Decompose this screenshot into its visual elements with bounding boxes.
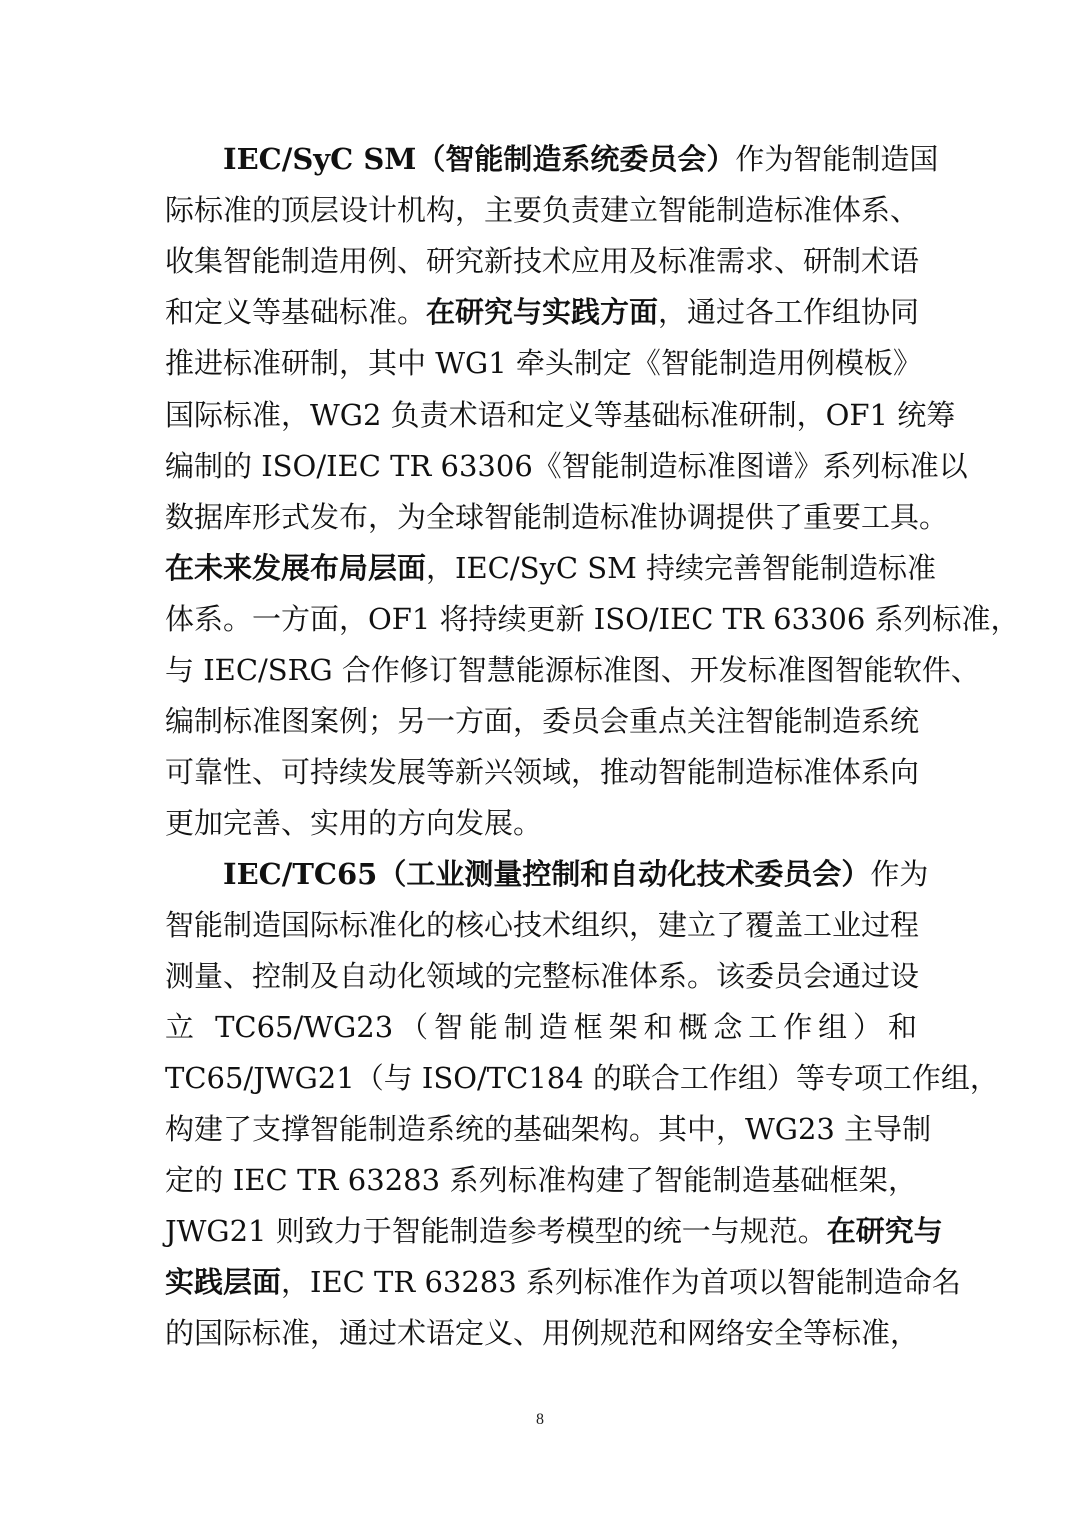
text-span: 编制的 ISO/IEC TR 63306《智能制造标准图谱》系列标准以 (165, 449, 968, 483)
bold-text-span: 在研究与 (826, 1214, 943, 1248)
text-line (165, 1002, 917, 1052)
text-span: 和定义等基础标准。 (165, 295, 427, 329)
text-span: 更加完善、实用的方向发展。 (165, 806, 543, 840)
text-line (165, 696, 920, 746)
text-span: 数据库形式发布，为全球智能制造标准协调提供了重要工具。 (165, 500, 949, 534)
text-line (165, 287, 920, 337)
bold-text-span: IEC/TC65（工业测量控制和自动化技术委员会） (223, 857, 871, 891)
text-line (165, 1104, 932, 1154)
text-span: 构建了支撑智能制造系统的基础架构。其中，WG23 主导制 (165, 1112, 932, 1146)
text-span: 作为 (870, 857, 929, 891)
text-line (165, 1155, 917, 1205)
text-line (165, 900, 920, 950)
text-span: 立 TC65/WG23（智能制造框架和概念工作组）和 (165, 1010, 917, 1044)
text-span: 推进标准研制，其中 WG1 牵头制定《智能制造用例模板》 (165, 346, 922, 380)
text-line (165, 1257, 961, 1307)
text-line (165, 594, 1020, 644)
text-span: 国际标准，WG2 负责术语和定义等基础标准研制，OF1 统筹 (165, 398, 956, 432)
bold-text-span: 在研究与实践方面 (426, 295, 659, 329)
text-line (165, 185, 920, 235)
text-span: 际标准的顶层设计机构，主要负责建立智能制造标准体系、 (165, 193, 920, 227)
text-line (165, 747, 920, 797)
text-line (165, 492, 949, 542)
text-line (165, 543, 937, 593)
text-line (223, 849, 929, 899)
text-span: 与 IEC/SRG 合作修订智慧能源标准图、开发标准图智能软件、 (165, 653, 980, 687)
text-span: 可靠性、可持续发展等新兴领域，推动智能制造标准体系向 (165, 755, 920, 789)
text-line (165, 1053, 999, 1103)
text-span: ，IEC TR 63283 系列标准作为首项以智能制造命名 (281, 1265, 961, 1299)
bold-text-span: IEC/SyC SM（智能制造系统委员会） (223, 142, 736, 176)
text-span: 测量、控制及自动化领域的完整标准体系。该委员会通过设 (165, 959, 920, 993)
text-span: ，IEC/SyC SM 持续完善智能制造标准 (426, 551, 937, 585)
bold-text-span: 实践层面 (165, 1265, 282, 1299)
text-span: 收集智能制造用例、研究新技术应用及标准需求、研制术语 (165, 244, 920, 278)
text-line (165, 1308, 920, 1358)
text-span: 编制标准图案例；另一方面，委员会重点关注智能制造系统 (165, 704, 920, 738)
page-number: 8 (536, 1411, 544, 1428)
text-span: TC65/JWG21（与 ISO/TC184 的联合工作组）等专项工作组， (165, 1061, 999, 1095)
text-span: JWG21 则致力于智能制造参考模型的统一与规范。 (165, 1214, 827, 1248)
text-span: 的国际标准，通过术语定义、用例规范和网络安全等标准， (165, 1316, 920, 1350)
bold-text-span: 在未来发展布局层面 (165, 551, 427, 585)
text-line (165, 798, 917, 848)
text-span: 作为智能制造国 (735, 142, 939, 176)
text-line (165, 338, 922, 388)
text-line (165, 645, 980, 695)
text-line (165, 441, 968, 491)
text-line (165, 1206, 943, 1256)
text-span: 智能制造国际标准化的核心技术组织，建立了覆盖工业过程 (165, 908, 920, 942)
text-line (165, 390, 956, 440)
text-span: 定的 IEC TR 63283 系列标准构建了智能制造基础框架， (165, 1163, 917, 1197)
text-span: 体系。一方面，OF1 将持续更新 ISO/IEC TR 63306 系列标准， (165, 602, 1020, 636)
text-line (223, 134, 939, 184)
text-span: ，通过各工作组协同 (658, 295, 920, 329)
text-line (165, 236, 920, 286)
text-line (165, 951, 920, 1001)
